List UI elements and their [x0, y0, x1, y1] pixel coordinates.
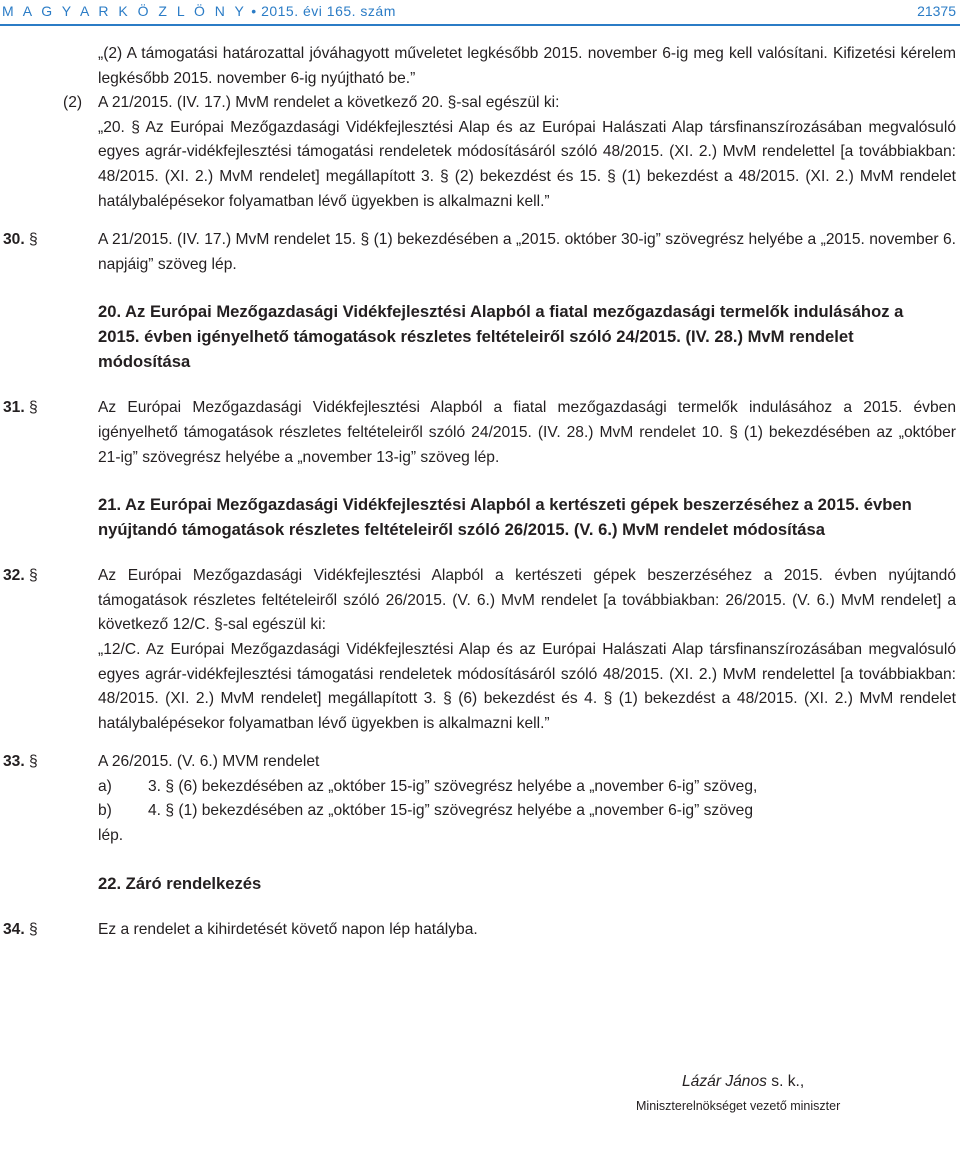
paragraph-2-label: (2): [63, 94, 83, 112]
section-32-text: Az Európai Mezőgazdasági Vidékfejlesztési Alapból a kertészeti gépek beszerzéséhez a 2015. évben nyújtandó támogatások részletes feltételeiről szóló 26/2015. (V. 6.) MvM rendelet [a továbbiakban: 26/2015. (V. 6.) MvM rendelet] a következő 12/C. §-sal egészül ki:: [98, 567, 956, 634]
section-33-text: A 26/2015. (V. 6.) MVM rendelet: [98, 753, 320, 771]
header-divider: [0, 24, 960, 26]
chapter-22-heading: 22. Záró rendelkezés: [98, 873, 262, 893]
section-33: [0, 750, 960, 775]
section-34-number: 34. §: [3, 920, 38, 938]
header-publication: [2, 3, 396, 19]
document-body: [0, 42, 960, 942]
section-32-quote: „12/C. Az Európai Mezőgazdasági Vidékfejlesztési Alap és az Európai Halászati Alap társfinanszírozásában megvalósuló egyes agrár-vidékfejlesztési támogatási rendeletek módosításáról szóló 48/2015. (XI. 2.) MvM rendelettel [a továbbiakban: 48/2015. (XI. 2.) MvM rendelet] megállapított 3. § (6) bekezdést és 4. § (1) bekezdést a 48/2015. (XI. 2.) MvM rendelet hatálybalépésekor folyamatban lévő ügyekben is alkalmazni kell.”: [98, 640, 956, 732]
page-header: [0, 0, 960, 30]
signatory: [682, 1073, 804, 1091]
section-33-item-b: [0, 799, 960, 824]
section-30: [0, 228, 960, 277]
item-a-text: 3. § (6) bekezdésében az „október 15-ig” szövegrész helyébe a „november 6-ig” szöveg,: [148, 777, 758, 795]
section-30-number: 30. §: [3, 231, 38, 249]
paragraph-quote-20: „20. § Az Európai Mezőgazdasági Vidékfejlesztési Alap és az Európai Halászati Alap társfinanszírozásában megvalósuló egyes agrár-vidékfejlesztési támogatási rendeletek módosításáról szóló 48/2015. (XI. 2.) MvM rendelettel [a továbbiakban: 48/2015. (XI. 2.) MvM rendelet] megállapított 3. § (2) bekezdést és 15. § (1) bekezdést a 48/2015. (XI. 2.) MvM rendelet hatálybalépésekor folyamatban lévő ügyekben is alkalmazni kell.”: [98, 118, 956, 210]
page-number: 21375: [917, 3, 956, 19]
paragraph-2: [0, 91, 960, 116]
section-31: [0, 396, 960, 470]
issue-label: 2015. évi 165. szám: [261, 3, 396, 19]
item-b-text: 4. § (1) bekezdésében az „október 15-ig” szövegrész helyébe a „november 6-ig” szöveg: [148, 802, 754, 820]
chapter-20-heading: 20. Az Európai Mezőgazdasági Vidékfejlesztési Alapból a fiatal mezőgazdasági termelők indulásához a 2015. évben igényelhető támogatások részletes feltételeiről szóló 24/2015. (IV. 28.) MvM rendelet módosítása: [98, 302, 904, 372]
publication-name: M A G Y A R K Ö Z L Ö N Y: [2, 3, 247, 19]
section-30-text: A 21/2015. (IV. 17.) MvM rendelet 15. § (1) bekezdésében a „2015. október 30-ig” szövegrész helyébe a „2015. november 6. napjáig” szöveg lép.: [98, 231, 956, 273]
section-31-number: 31. §: [3, 399, 38, 417]
item-b-label: b): [98, 802, 112, 820]
section-34-text: Ez a rendelet a kihirdetését követő napon lép hatályba.: [98, 920, 478, 938]
section-32-number: 32. §: [3, 567, 38, 585]
item-a-label: a): [98, 777, 112, 795]
chapter-21-heading: 21. Az Európai Mezőgazdasági Vidékfejlesztési Alapból a kertészeti gépek beszerzéséhez a 2015. évben nyújtandó támogatások részletes feltételeiről szóló 26/2015. (V. 6.) MvM rendelet módosítása: [98, 495, 912, 540]
section-32: [0, 564, 960, 638]
section-31-text: Az Európai Mezőgazdasági Vidékfejlesztési Alapból a fiatal mezőgazdasági termelők indulásához a 2015. évben igényelhető támogatások részletes feltételeiről szóló 24/2015. (IV. 28.) MvM rendelet 10. § (1) bekezdésében az „október 21-ig” szövegrész helyébe a „november 13-ig” szöveg lép.: [98, 399, 956, 466]
section-33-tail: lép.: [98, 827, 124, 845]
signatory-suffix: s. k.,: [766, 1073, 805, 1090]
section-33-number: 33. §: [3, 753, 38, 771]
signatory-name: Lázár János: [682, 1073, 767, 1090]
section-33-item-a: [0, 775, 960, 800]
section-34: [0, 918, 960, 943]
header-separator: •: [246, 3, 262, 19]
paragraph-quote-2: „(2) A támogatási határozattal jóváhagyott műveletet legkésőbb 2015. november 6-ig meg kell valósítani. Kifizetési kérelem legkésőbb 2015. november 6-ig nyújtható be.”: [98, 45, 956, 87]
signatory-title: Miniszterelnökséget vezető miniszter: [636, 1099, 841, 1113]
paragraph-2-text: A 21/2015. (IV. 17.) MvM rendelet a következő 20. §-sal egészül ki:: [98, 94, 560, 112]
